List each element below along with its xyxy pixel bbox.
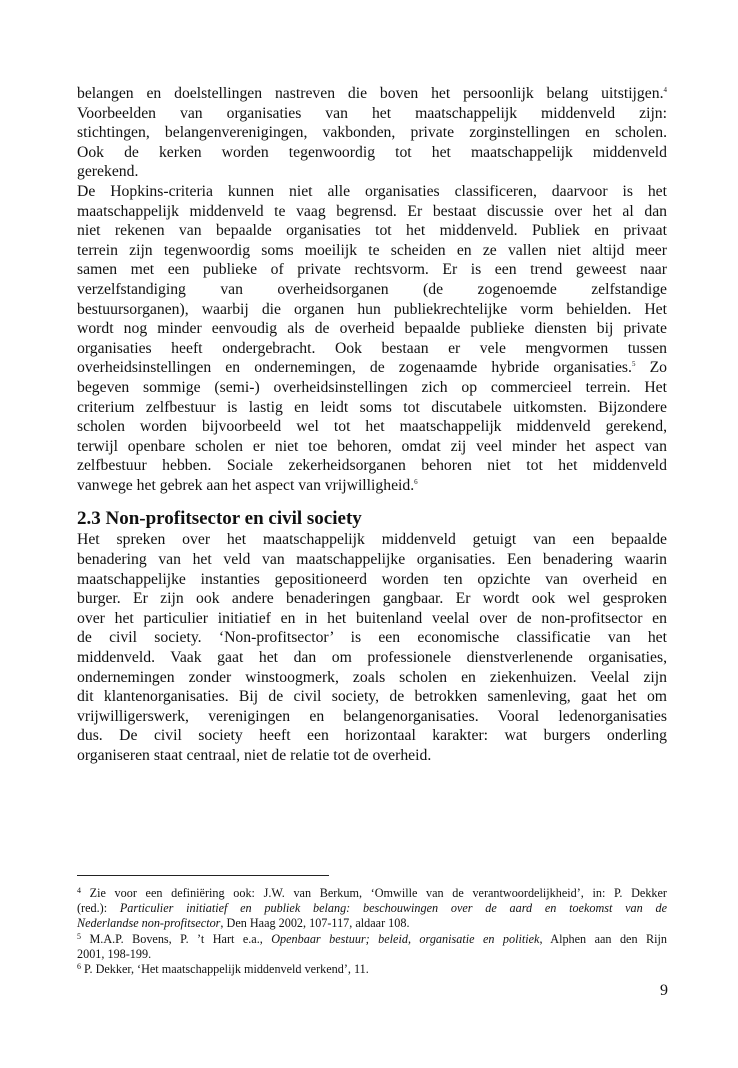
footnote-line: 2001, 198-199. <box>77 946 152 961</box>
text-line: maatschappelijke instanties gepositioneerd worden ten opzichte van overheid en <box>77 570 667 588</box>
footnote-4 <box>77 886 667 932</box>
text-line: stichtingen, belangenverenigingen, vakbonden, private zorginstellingen en scholen. <box>77 124 667 142</box>
text-line: organiseren staat centraal, niet de relatie tot de overheid. <box>77 747 432 764</box>
text-line: Het spreken over het maatschappelijk middenveld getuigt van een bepaalde <box>77 531 667 549</box>
text-line: overheidsinstellingen en ondernemingen, de zogenaamde hybride organisaties.$^5$ Zo <box>77 359 667 377</box>
paragraph-2 <box>77 182 667 496</box>
text-line: ondernemingen zonder winstoogmerk, zoals scholen en ziekenhuizen. Veelal zijn <box>77 668 667 686</box>
text-line: criterium zelfbestuur is lastig en leidt soms tot discutabele uitkomsten. Bijzondere <box>77 398 667 416</box>
paragraph-1 <box>77 84 667 182</box>
text-line: terwijl openbare scholen er niet toe behoren, omdat zij veel minder het aspect van <box>77 437 667 455</box>
text-line: wordt nog minder eenvoudig als de overheid bepaalde publieke diensten bij private <box>77 320 667 338</box>
text-line: benadering van het veld van maatschappelijke organisaties. Een benadering waarin <box>77 551 667 569</box>
text-line: Voorbeelden van organisaties van het maatschappelijk middenveld zijn: <box>77 104 667 122</box>
text-line: belangen en doelstellingen nastreven die boven het persoonlijk belang uitstijgen.$^4$ <box>77 85 667 102</box>
text-line: samen met een publieke of private rechtsvorm. Er is een trend geweest naar <box>77 261 667 279</box>
footnote-line: (red.): Particulier initiatief en publiek belang: beschouwingen over de aard en toekomst van de <box>77 901 667 916</box>
footnote-line: $^5$ M.A.P. Bovens, P. ’t Hart e.a., Openbaar bestuur; beleid, organisatie en politiek, Alphen aan den Rijn <box>77 931 667 946</box>
text-line: vanwege het gebrek aan het aspect van vrijwilligheid.$^6$ <box>77 476 418 494</box>
section-heading: 2.3 Non-profitsector en civil society <box>77 508 362 530</box>
text-line: zelfbestuur hebben. Sociale zekerheidsorganen behoren niet tot het middenveld <box>77 457 667 475</box>
footnote-6 <box>77 962 667 977</box>
text-line: terrein zijn tegenwoordig soms moeilijk te scheiden en ze vallen niet altijd meer <box>77 241 667 259</box>
footnotes <box>77 886 667 977</box>
footnote-ref[interactable]: 5 <box>631 360 636 369</box>
text-line: De Hopkins-criteria kunnen niet alle organisaties classificeren, daarvoor is het <box>77 182 667 200</box>
text-line: verzelfstandiging van overheidsorganen (de zogenoemde zelfstandige <box>77 280 667 298</box>
text-line: gerekend. <box>77 163 139 181</box>
text-line: vrijwilligerswerk, verenigingen en belangenorganisaties. Vooral ledenorganisaties <box>77 707 667 725</box>
text-line: dit klantenorganisaties. Bij de civil society, de betrokken samenleving, gaat het om <box>77 688 667 706</box>
page-number: 9 <box>660 982 668 999</box>
footnote-ref[interactable]: 6 <box>414 477 418 486</box>
text-line: Ook de kerken worden tegenwoordig tot het maatschappelijk middenveld <box>77 143 667 161</box>
text-line: organisaties heeft ondergebracht. Ook bestaan er vele mengvormen tussen <box>77 339 667 357</box>
text-line: scholen worden bijvoorbeeld wel tot het maatschappelijk middenveld gerekend, <box>77 418 667 436</box>
footnote-ref[interactable]: 4 <box>663 86 667 94</box>
text-line: over het particulier initiatief en in het buitenland veelal over de non-profitsector en <box>77 609 667 627</box>
text-line: maatschappelijk middenveld te vaag begrensd. Er bestaat discussie over het al dan <box>77 202 667 220</box>
footnote-line: $^4$ Zie voor een definiëring ook: J.W. van Berkum, ‘Omwille van de verantwoordelijkheid’, in: P. Dekker <box>77 886 667 900</box>
footnote-number: 5 <box>77 931 81 941</box>
text-line: dus. De civil society heeft een horizontaal karakter: wat burgers onderling <box>77 727 667 745</box>
page-body <box>77 84 667 766</box>
text-line: bestuursorganen), waarbij die organen hun publiekrechtelijke vorm behielden. Het <box>77 300 667 318</box>
text-line: begeven sommige (semi-) overheidsinstellingen zich op commercieel terrein. Het <box>77 378 667 396</box>
text-line: niet rekenen van bepaalde organisaties tot het middenveld. Publiek en privaat <box>77 222 667 240</box>
text-line: middenveld. Vaak gaat het dan om professionele dienstverlenende organisaties, <box>77 649 667 667</box>
footnote-number: 4 <box>77 886 81 895</box>
footnote-number: 6 <box>77 962 81 972</box>
text-line: de civil society. ‘Non-profitsector’ is een economische classificatie van het <box>77 629 667 647</box>
footnote-5 <box>77 932 667 962</box>
paragraph-3 <box>77 530 667 765</box>
text-line: burger. Er zijn ook andere benaderingen gangbaar. Er wordt ook wel gesproken <box>77 590 667 608</box>
footnote-line: $^6$ P. Dekker, ‘Het maatschappelijk middenveld verkend’, 11. <box>77 962 369 977</box>
footnote-line: Nederlandse non-profitsector, Den Haag 2002, 107-117, aldaar 108. <box>77 916 410 931</box>
footnote-divider <box>77 875 329 876</box>
